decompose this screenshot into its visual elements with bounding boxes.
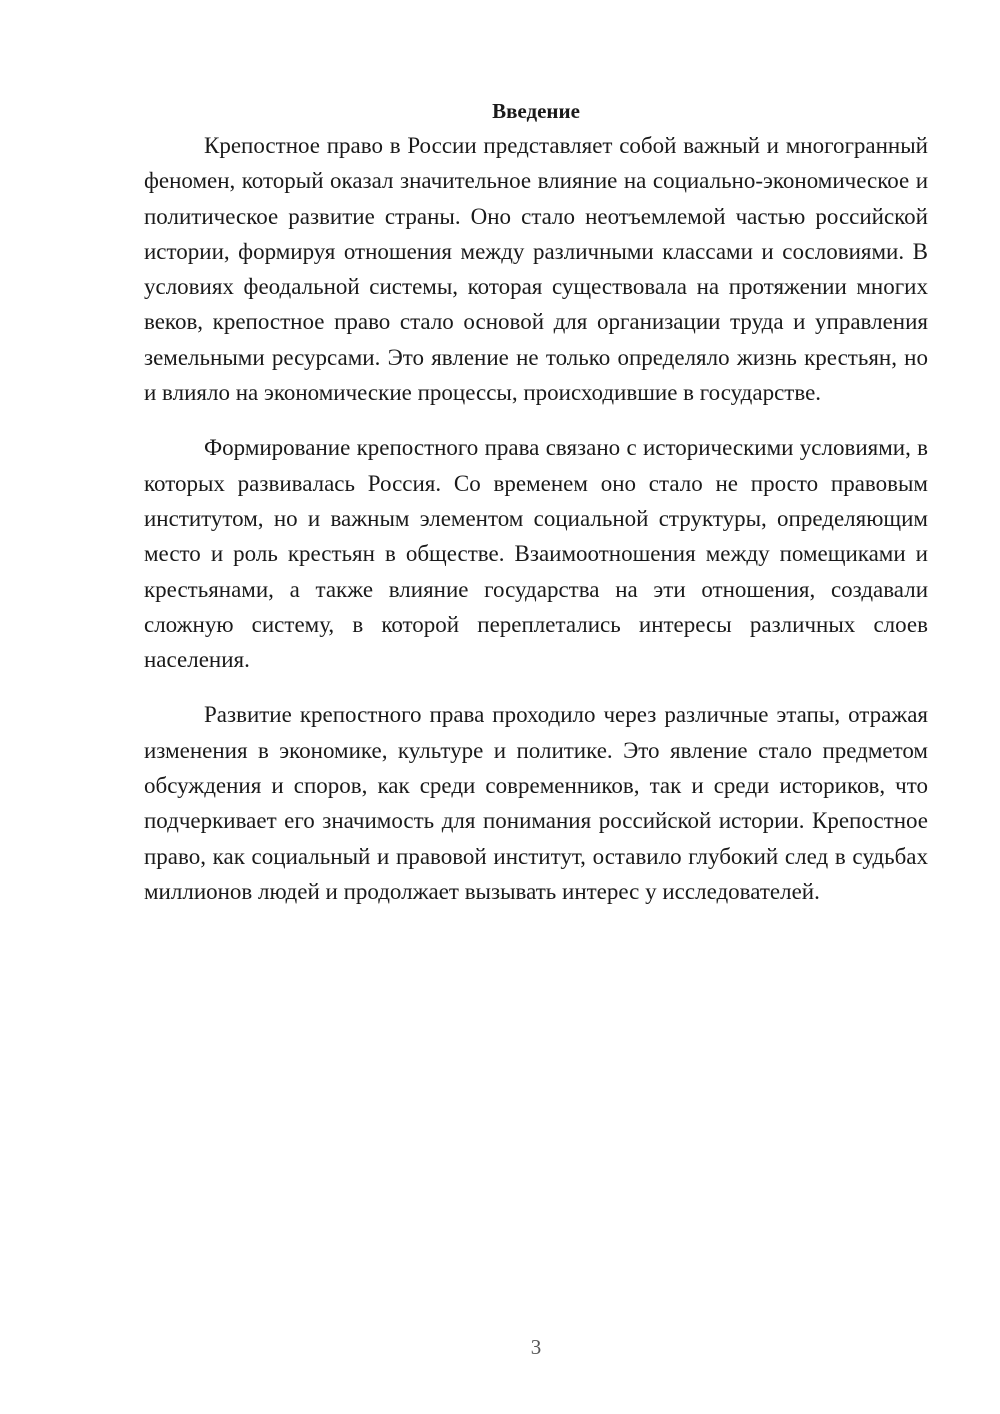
page-content: [144, 96, 928, 929]
paragraph-3: Развитие крепостного права проходило через различные этапы, отражая изменения в экономике, культуре и политике. Это явление стало предметом обсуждения и споров, как среди современников, так и среди историков, что подчеркивает его значимость для понимания российской истории. Крепостное право, как социальный и правовой институт, оставило глубокий след в судьбах миллионов людей и продолжает вызывать интерес у исследователей.: [144, 702, 928, 904]
section-title: Введение: [492, 99, 580, 123]
paragraph-1: Крепостное право в России представляет собой важный и многогранный феномен, который оказал значительное влияние на социально-экономическое и политическое развитие страны. Оно стало неотъемлемой частью российской истории, формируя отношения между различными классами и сословиями. В условиях феодальной системы, которая существовала на протяжении многих веков, крепостное право стало основой для организации труда и управления земельными ресурсами. Это явление не только определяло жизнь крестьян, но и влияло на экономические процессы, происходившие в государстве.: [144, 133, 928, 406]
page-number: 3: [530, 1335, 542, 1359]
paragraph-2: Формирование крепостного права связано с историческими условиями, в которых развивалась Россия. Со временем оно стало не просто правовым институтом, но и важным элементом социальной структуры, определяющим место и роль крестьян в обществе. Взаимоотношения между помещиками и крестьянами, а также влияние государства на эти отношения, создавали сложную систему, в которой переплетались интересы различных слоев населения.: [144, 435, 928, 673]
